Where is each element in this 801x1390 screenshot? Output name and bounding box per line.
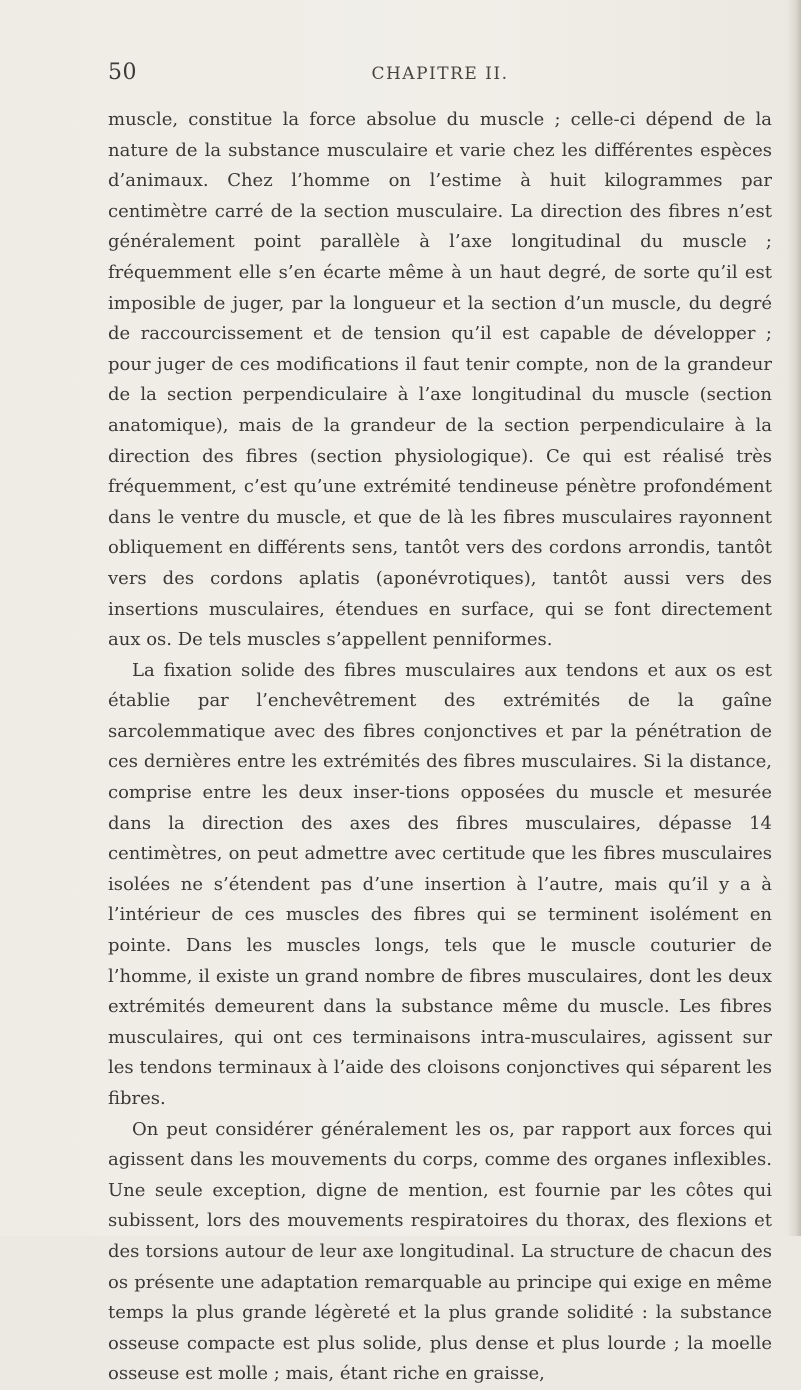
body-text xyxy=(108,105,772,1390)
paragraph-1: muscle, constitue la force absolue du muscle ; celle-ci dépend de la nature de la substance musculaire et varie chez les différentes espèces d’animaux. Chez l’homme on l’estime à huit kilogrammes par centimètre carré de la section musculaire. La direction des fibres n’est généralement point parallèle à l’axe longitudinal du muscle ; fréquemment elle s’en écarte même à un haut degré, de sorte qu’il est imposible de juger, par la longueur et la section d’un muscle, du degré de raccourcissement et de tension qu’il est capable de développer ; pour juger de ces modifications il faut tenir compte, non de la grandeur de la section perpendiculaire à l’axe longitudinal du muscle (section anatomique), mais de la grandeur de la section perpendiculaire à la direction des fibres (section physiologique). Ce qui est réalisé très fréquemment, c’est qu’une extrémité tendineuse pénètre profondément dans le ventre du muscle, et que de là les fibres musculaires rayonnent obliquement en différents sens, tantôt vers des cordons arrondis, tantôt vers des cordons aplatis (aponévrotiques), tantôt aussi vers des insertions musculaires, étendues en surface, qui se font directement aux os. De tels muscles s’appellent penniformes. xyxy=(108,109,772,651)
page-header xyxy=(108,60,772,90)
paragraph-2: La fixation solide des fibres musculaires aux tendons et aux os est établie par l’enchevêtrement des extrémités de la gaîne sarcolemmatique avec des fibres conjonctives et par la pénétration de ces dernières entre les extrémités des fibres musculaires. Si la distance, comprise entre les deux inser-tions opposées du muscle et mesurée dans la direction des axes des fibres musculaires, dépasse 14 centimètres, on peut admettre avec certitude que les fibres musculaires isolées ne s’étendent pas d’une insertion à l’autre, mais qu’il y a à l’intérieur de ces muscles des fibres qui se terminent isolément en pointe. Dans les muscles longs, tels que le muscle couturier de l’homme, il existe un grand nombre de fibres musculaires, dont les deux extrémités demeurent dans la substance même du muscle. Les fibres musculaires, qui ont ces terminaisons intra-musculaires, agissent sur les tendons terminaux à l’aide des cloisons conjonctives qui séparent les fibres. xyxy=(108,659,772,1109)
page-edge-shadow xyxy=(787,0,801,1236)
running-head: CHAPITRE II. xyxy=(371,64,509,84)
paragraph-3: On peut considérer généralement les os, par rapport aux forces qui agissent dans les mouvements du corps, comme des organes inflexibles. Une seule exception, digne de mention, est fournie par les côtes qui subissent, lors des mouvements respiratoires du thorax, des flexions et des torsions autour de leur axe longitudinal. La structure de chacun des os présente une adaptation remarquable au principe qui exige en même temps la plus grande légèreté et la plus grande solidité : la substance osseuse compacte est plus solide, plus dense et plus lourde ; la moelle osseuse est molle ; mais, étant riche en graisse, xyxy=(108,1118,772,1385)
page-number: 50 xyxy=(108,60,137,85)
